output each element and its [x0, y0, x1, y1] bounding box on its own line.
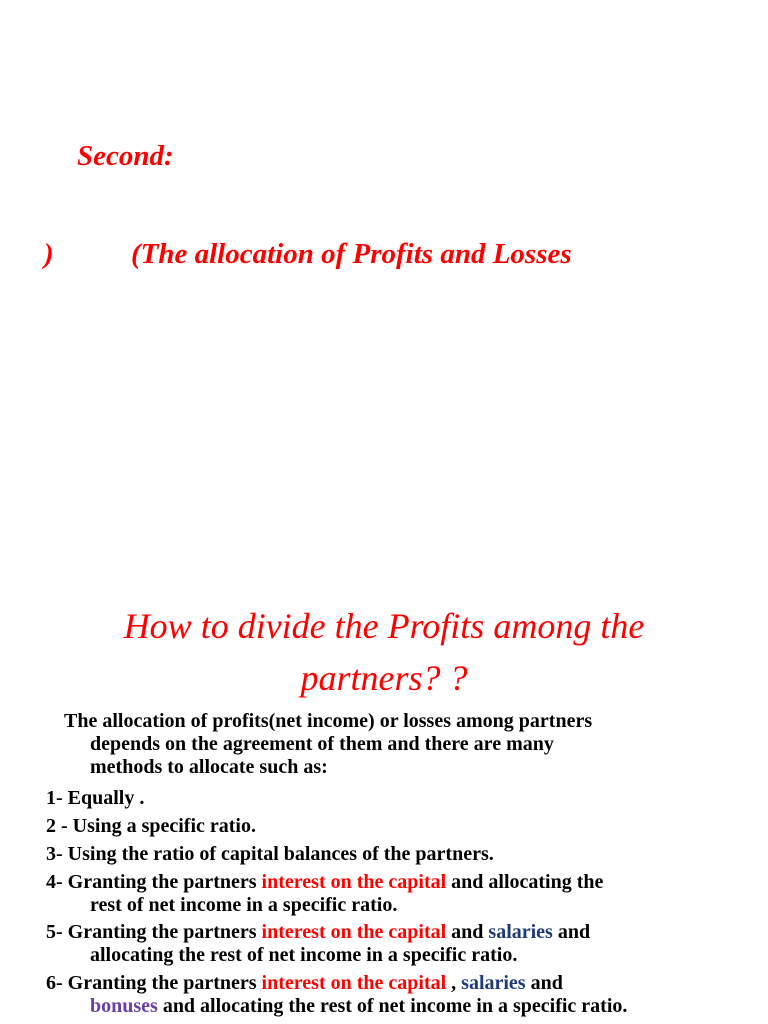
- method-item-2: 2 - Using a specific ratio.: [46, 815, 256, 837]
- m4-rest: and allocating the: [446, 871, 604, 893]
- intro-paragraph: [64, 710, 724, 779]
- m6-line-2: [46, 995, 746, 1018]
- intro-line-3: methods to allocate such as:: [90, 756, 328, 778]
- m6-prefix: 6- Granting the partners: [46, 972, 262, 994]
- m6-interest: interest on the capital: [261, 972, 447, 994]
- title-text: (The allocation of Profits and Losses: [131, 238, 572, 270]
- method-item-3: 3- Using the ratio of capital balances of the partners.: [46, 843, 494, 865]
- section-heading: Second:: [77, 140, 174, 172]
- m6-rest: and: [525, 972, 563, 994]
- m5-line-2: allocating the rest of net income in a specific ratio.: [90, 944, 518, 966]
- m5-rest: and: [552, 921, 591, 943]
- intro-line-2: depends on the agreement of them and there are many: [90, 733, 554, 755]
- m5-interest: interest on the capital: [261, 921, 447, 943]
- m6-mid: ,: [446, 972, 462, 994]
- question-heading: [40, 600, 728, 704]
- m5-salaries: salaries: [488, 921, 553, 943]
- m6-line-2-text: and allocating the rest of net income in a specific ratio.: [157, 995, 628, 1017]
- m5-prefix: 5- Granting the partners: [46, 921, 262, 943]
- title-left-paren: ): [44, 238, 54, 270]
- question-line-2: partners? ?: [300, 658, 468, 698]
- question-line-1: How to divide the Profits among the: [123, 606, 645, 646]
- method-item-6: [46, 972, 746, 1018]
- method-item-1: 1- Equally .: [46, 787, 145, 809]
- method-item-5: [46, 921, 746, 967]
- m4-prefix: 4- Granting the partners: [46, 871, 262, 893]
- m4-interest: interest on the capital: [261, 871, 447, 893]
- m6-salaries: salaries: [461, 972, 526, 994]
- method-item-4: [46, 871, 746, 917]
- m4-line-2: rest of net income in a specific ratio.: [90, 894, 398, 916]
- m5-mid: and: [446, 921, 489, 943]
- m6-bonuses: bonuses: [90, 995, 158, 1017]
- slide-title: [0, 238, 768, 278]
- intro-line-1: The allocation of profits(net income) or losses among partners: [64, 710, 593, 732]
